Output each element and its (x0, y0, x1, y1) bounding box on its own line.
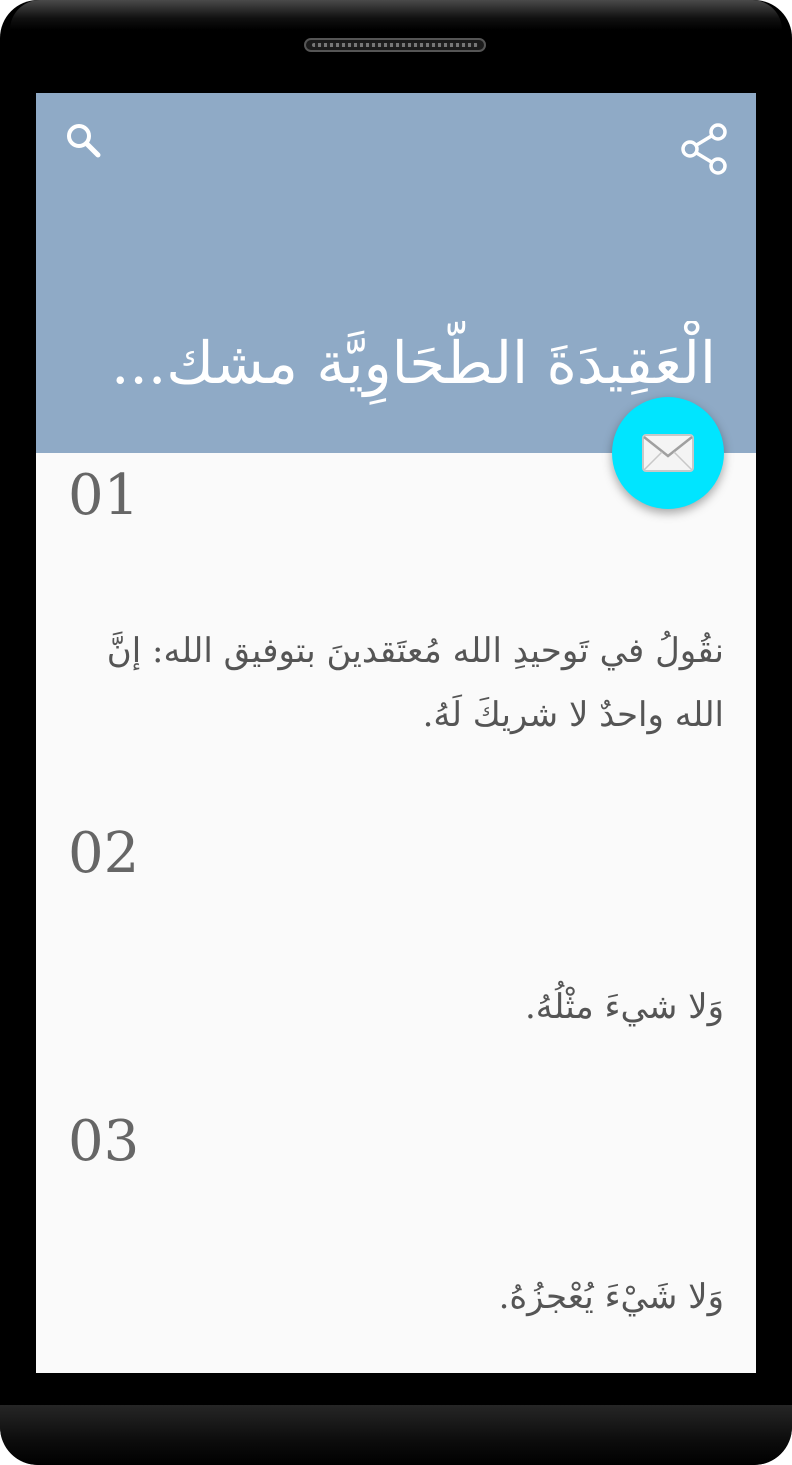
speaker-grille (304, 38, 486, 52)
share-button[interactable] (672, 117, 736, 181)
item-text: وَلا شَيْءَ يُعْجزُهُ. (498, 1277, 724, 1317)
search-button[interactable] (52, 109, 116, 173)
item-number: 01 (68, 463, 140, 528)
item-text: وَلا شيءَ مثْلُهُ. (524, 987, 724, 1027)
item-number: 02 (68, 821, 140, 886)
item-number: 03 (68, 1109, 140, 1174)
envelope-icon (642, 434, 694, 472)
phone-bottom-bezel (0, 1405, 792, 1465)
email-fab-button[interactable] (612, 397, 724, 509)
app-bar (36, 93, 756, 453)
phone-top-bezel (10, 0, 782, 30)
page-title: الْعَقِيدَةَ الطَّحَاوِيَّة مشك... (110, 329, 716, 397)
share-icon (678, 122, 730, 176)
item-text: نقُولُ في تَوحيدِ الله مُعتَقدينَ بتوفيق الله: إنَّ الله واحدٌ لا شريكَ لَهُ. (106, 631, 724, 735)
search-icon (64, 121, 104, 161)
app-screen (36, 93, 756, 1373)
